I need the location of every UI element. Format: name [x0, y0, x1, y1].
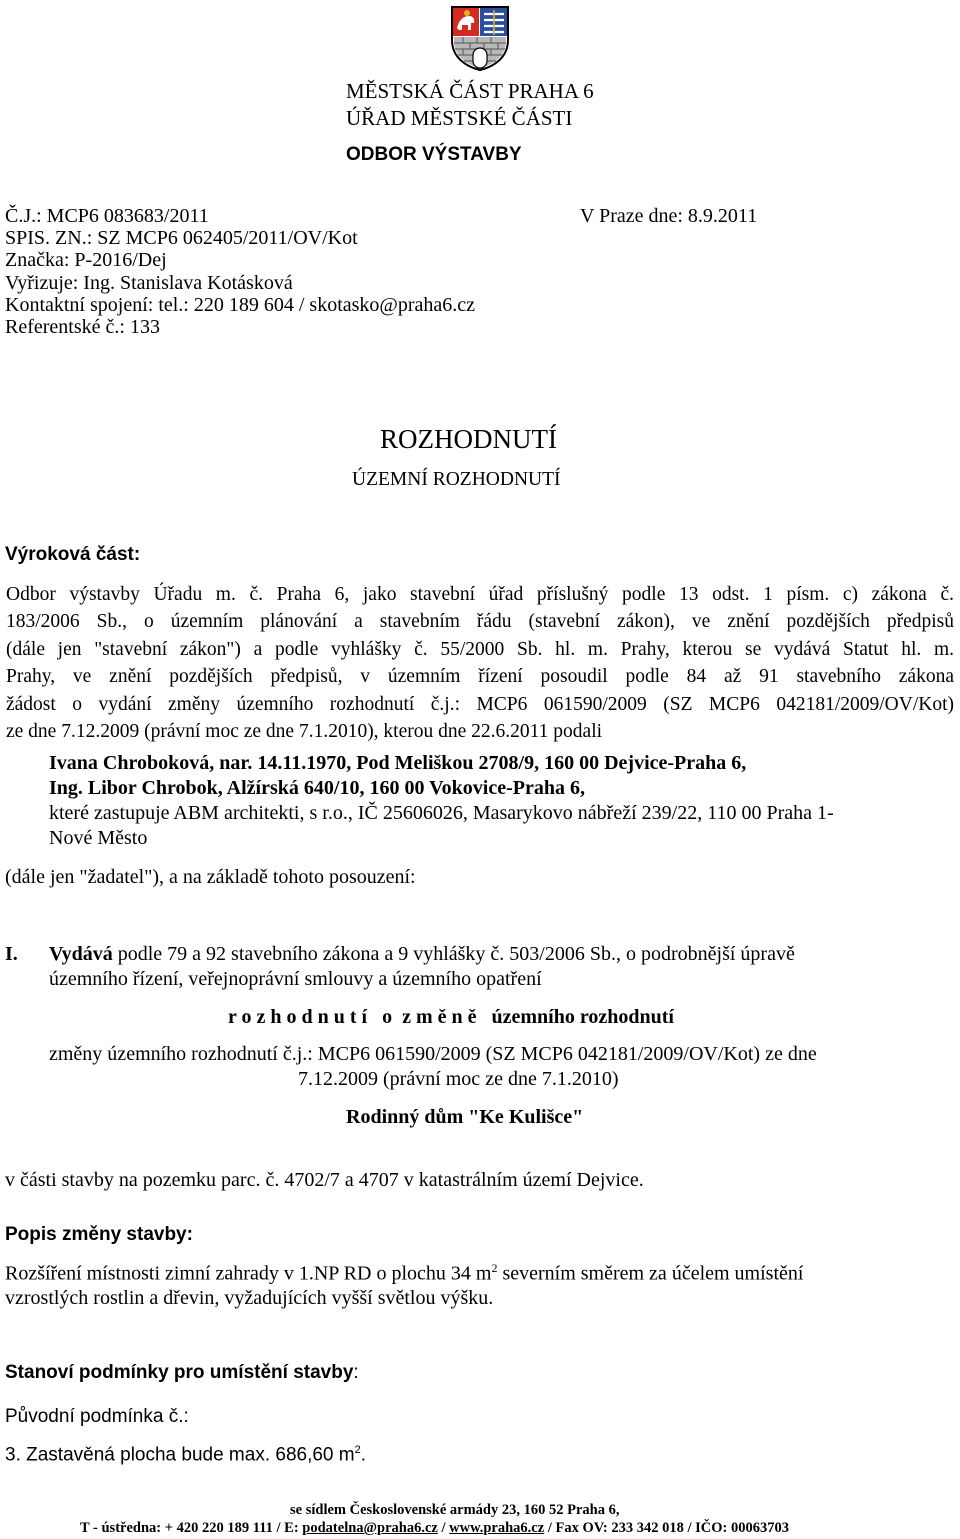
paragraph-line: 183/2006 Sb., o územním plánování a stavebním řádu (stavební zákon), ve znění pozdějších předpisů: [6, 611, 954, 633]
footer-web-link[interactable]: www.praha6.cz: [449, 1520, 545, 1536]
representative: které zastupuje ABM architekti, s r.o., IČ 25606026, Masarykovo nábřeží 239/22, 110 00 Praha 1-: [49, 802, 834, 824]
city-district-crest-logo: [449, 4, 511, 72]
paragraph-line: ze dne 7.12.2009 (právní moc ze dne 7.1.2010), kterou dne 22.6.2011 podali: [6, 721, 603, 743]
footer-contacts: [80, 1520, 789, 1537]
file-mark: SPIS. ZN.: SZ MCP6 062405/2011/OV/Kot: [5, 227, 358, 250]
document-subtitle: ÚZEMNÍ ROZHODNUTÍ: [352, 469, 561, 490]
change-description-line2: vzrostlých rostlin a dřevin, vyžadujících vyšší světlou výšku.: [5, 1287, 494, 1309]
parcel-info: v části stavby na pozemku parc. č. 4702/7 a 4707 v katastrálním území Dejvice.: [5, 1169, 644, 1191]
original-condition-label: Původní podmínka č.:: [5, 1406, 189, 1427]
issue-date: V Praze dne: 8.9.2011: [580, 205, 758, 227]
building-name: Rodinný dům "Ke Kulišce": [346, 1106, 584, 1128]
condition-text: 3. Zastavěná plocha bude max. 686,60 m: [5, 1444, 355, 1466]
paragraph-line: (dále jen "stavební zákon") a podle vyhlášky č. 55/2000 Sb. hl. m. Prahy, kterou se vydává Statut hl. m.: [6, 638, 954, 660]
document-title: ROZHODNUTÍ: [380, 424, 557, 454]
change-description-heading: Popis změny stavby:: [5, 1224, 193, 1245]
footer-address: se sídlem Československé armády 23, 160 52 Praha 6,: [290, 1502, 620, 1518]
section-1-line1: [49, 943, 795, 966]
section-1-line2: územního řízení, veřejnoprávní smlouvy a územního opatření: [49, 968, 542, 990]
footer-phone: T - ústředna: + 420 220 189 111 / E:: [80, 1520, 303, 1536]
contact: Kontaktní spojení: tel.: 220 189 604 / skotasko@praha6.cz: [5, 293, 476, 316]
desk-number: Referentské č.: 133: [5, 316, 160, 339]
applicant-2: Ing. Libor Chrobok, Alžírská 640/10, 160 00 Vokovice-Praha 6,: [49, 777, 585, 799]
footer-email-link[interactable]: podatelna@praha6.cz: [302, 1520, 438, 1536]
mark: Značka: P-2016/Dej: [5, 249, 167, 272]
operative-part-paragraph: [6, 581, 954, 745]
section-numeral: I.: [5, 943, 18, 965]
reference-number: Č.J.: MCP6 083683/2011: [5, 205, 209, 227]
change-description-line1: [5, 1261, 803, 1286]
department-name: ODBOR VÝSTAVBY: [346, 144, 522, 165]
document-metadata: [5, 205, 475, 338]
paragraph-line: žádost o vydání změny územního rozhodnutí č.j.: MCP6 061590/2009 (SZ MCP6 042181/2009/OV/Kot): [6, 693, 954, 715]
decision-heading: r o z h o d n u t í o z m ě n ě územního rozhodnutí: [228, 1006, 674, 1028]
superscript: 2: [354, 1444, 361, 1456]
condition-end: .: [360, 1444, 367, 1466]
operative-part-heading: Výroková část:: [5, 544, 141, 565]
conditions-heading-text: Stanoví podmínky pro umístění stavby: [5, 1362, 354, 1383]
paragraph-line: Prahy, ve znění pozdějších předpisů, v územním řízení posoudil podle 84 až 91 stavebního zákona: [6, 666, 954, 688]
footer-fax-ico: / Fax OV: 233 342 018 / IČO: 00063703: [544, 1520, 789, 1536]
representative-cont: Nové Město: [49, 827, 148, 849]
condition-item-3: [5, 1444, 366, 1466]
superscript: 2: [491, 1261, 498, 1275]
change-reference-line2: 7.12.2009 (právní moc ze dne 7.1.2010): [298, 1068, 619, 1090]
footer-separator: /: [437, 1520, 450, 1536]
change-description-text-cont: severním směrem za účelem umístění: [497, 1262, 804, 1285]
change-description-text: Rozšíření místnosti zimní zahrady v 1.NP RD o plochu 34 m: [5, 1262, 492, 1285]
section-1-line1-rest: podle 79 a 92 stavebního zákona a 9 vyhlášky č. 503/2006 Sb., o podrobnější úpravě: [112, 943, 795, 965]
org-name-line1: MĚSTSKÁ ČÁST PRAHA 6: [346, 79, 594, 103]
paragraph-line: Odbor výstavby Úřadu m. č. Praha 6, jako stavební úřad příslušný podle 13 odst. 1 písm. c) zákona č.: [6, 584, 954, 605]
org-name-line2: ÚŘAD MĚSTSKÉ ČÁSTI: [346, 106, 573, 130]
colon: :: [353, 1362, 359, 1383]
change-reference-line1: změny územního rozhodnutí č.j.: MCP6 061590/2009 (SZ MCP6 042181/2009/OV/Kot) ze dne: [49, 1043, 817, 1065]
issues-word: Vydává: [49, 943, 113, 965]
handled-by: Vyřizuje: Ing. Stanislava Kotásková: [5, 271, 293, 294]
applicant-definition: (dále jen "žadatel"), a na základě tohoto posouzení:: [5, 866, 416, 888]
applicant-1: Ivana Chroboková, nar. 14.11.1970, Pod Meliškou 2708/9, 160 00 Dejvice-Praha 6,: [49, 752, 747, 774]
conditions-heading: [5, 1362, 359, 1384]
